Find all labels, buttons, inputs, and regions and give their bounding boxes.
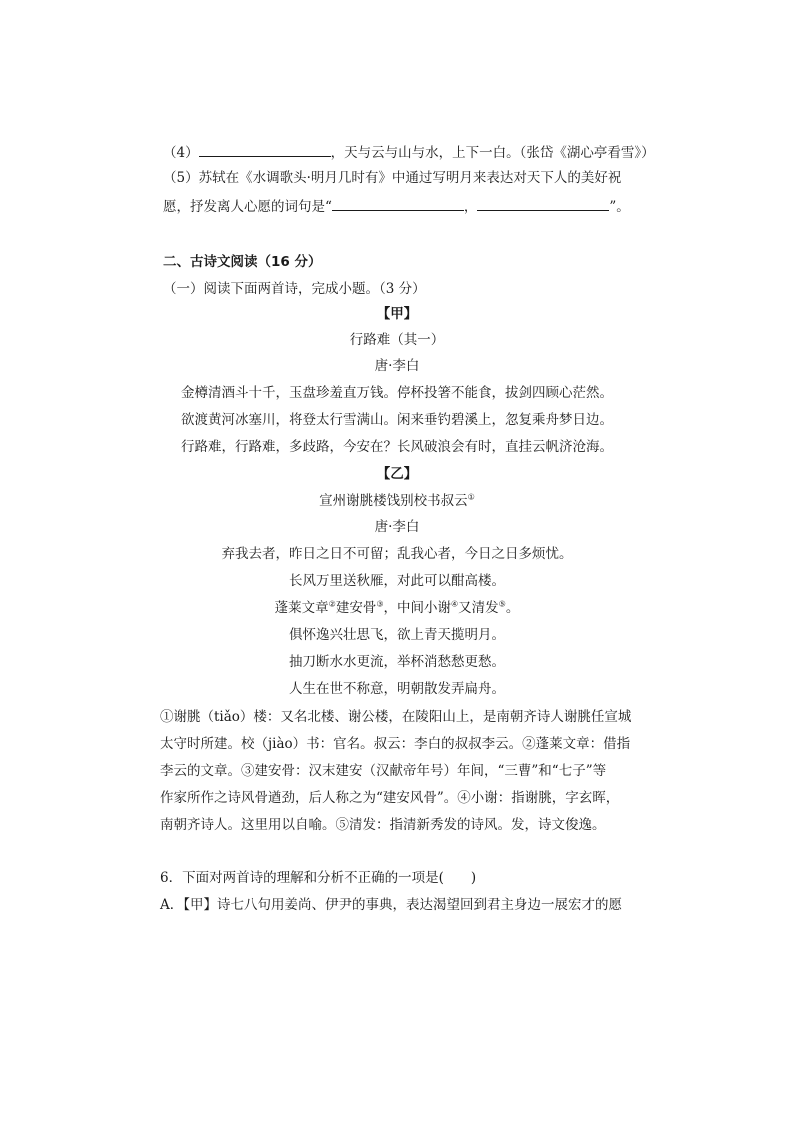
poem-yi-title (0, 492, 794, 510)
section-2-sub-1: （一）阅读下面两首诗，完成小题。（3 分） (163, 281, 426, 297)
poem-yi-line-3-d: 又清发 (458, 600, 499, 616)
poem-yi-line (0, 599, 794, 617)
question-6-option-a: A．【甲】诗七八句用姜尚、伊尹的事典，表达渴望回到君主身边一展宏才的愿 (160, 897, 622, 913)
poem-jia-tag: 【甲】 (376, 306, 418, 322)
fill-in-item-5-line-1: （5）苏轼在《水调歌头·明月几时有》中通过写明月来表达对天下人的美好祝 (163, 170, 622, 186)
poem-yi-line-3-e: 。 (505, 600, 520, 616)
item-5-text-a: 愿，抒发离人心愿的词句是“ (163, 199, 332, 215)
footnote-marker: ① (467, 492, 475, 502)
poem-yi-line: 抽刀断水水更流，举杯消愁愁更愁。 (289, 654, 505, 670)
poem-yi-line: 长风万里送秋雁，对此可以酣高楼。 (289, 573, 505, 589)
item-5-text-c: ”。 (609, 199, 630, 215)
poem-yi-tag: 【乙】 (376, 466, 418, 482)
poem-yi-line: 俱怀逸兴壮思飞，欲上青天揽明月。 (289, 627, 505, 643)
poem-jia-title: 行路难（其一） (349, 332, 445, 348)
blank-line (332, 197, 464, 211)
note-line: 作家所作之诗风骨遒劲，后人称之为“建安风骨”。④小谢：指谢朓，字玄晖， (160, 790, 620, 806)
blank-line (199, 143, 331, 157)
section-2-heading: 二、古诗文阅读（16 分） (163, 254, 322, 270)
footnote-marker: ③ (376, 599, 384, 609)
poem-yi-line-3-b: 建安骨 (335, 600, 377, 616)
note-line: 太守时所建。校（jiào）书：官名。叔云：李白的叔叔李云。②蓬莱文章：借指 (160, 736, 631, 752)
fill-in-item-5-line-2 (163, 197, 630, 216)
poem-jia-line: 金樽清酒斗十千，玉盘珍羞直万钱。停杯投箸不能食，拔剑四顾心茫然。 (181, 385, 613, 401)
poem-yi-author: 唐·李白 (374, 519, 420, 535)
note-line: 李云的文章。③建安骨：汉末建安（汉献帝年号）年间，“三曹”和“七子”等 (160, 763, 607, 779)
poem-jia-line: 行路难，行路难，多歧路，今安在？长风破浪会有时，直挂云帆济沧海。 (181, 439, 613, 455)
poem-yi-line-3-c: ，中间小谢 (383, 600, 451, 616)
item-4-number: （4） (163, 145, 199, 161)
question-6-stem: 6．下面对两首诗的理解和分析不正确的一项是( ) (160, 870, 477, 886)
poem-yi-line: 弃我去者，昨日之日不可留；乱我心者，今日之日多烦忧。 (221, 546, 573, 562)
item-5-comma: ， (463, 199, 478, 215)
fill-in-item-4 (163, 143, 655, 162)
poem-yi-title-text: 宣州谢朓楼饯别校书叔云 (319, 493, 468, 509)
footnote-marker: ② (328, 599, 336, 609)
note-line: ①谢朓（tiǎo）楼：又名北楼、谢公楼，在陵阳山上，是南朝齐诗人谢朓任宣城 (160, 709, 632, 725)
poem-jia-author: 唐·李白 (374, 358, 420, 374)
poem-yi-line-3-a: 蓬莱文章 (274, 600, 329, 616)
footnote-marker: ⑤ (498, 599, 506, 609)
note-line: 南朝齐诗人。这里用以自喻。⑤清发：指清新秀发的诗风。发，诗文俊逸。 (160, 817, 606, 833)
poem-yi-line: 人生在世不称意，明朝散发弄扁舟。 (289, 681, 505, 697)
poem-jia-line: 欲渡黄河冰塞川，将登太行雪满山。闲来垂钓碧溪上，忽复乘舟梦日边。 (181, 412, 613, 428)
footnote-marker: ④ (451, 599, 459, 609)
item-4-text: ，天与云与山与水，上下一白。（张岱《湖心亭看雪》） (330, 145, 655, 161)
blank-line (477, 197, 609, 211)
